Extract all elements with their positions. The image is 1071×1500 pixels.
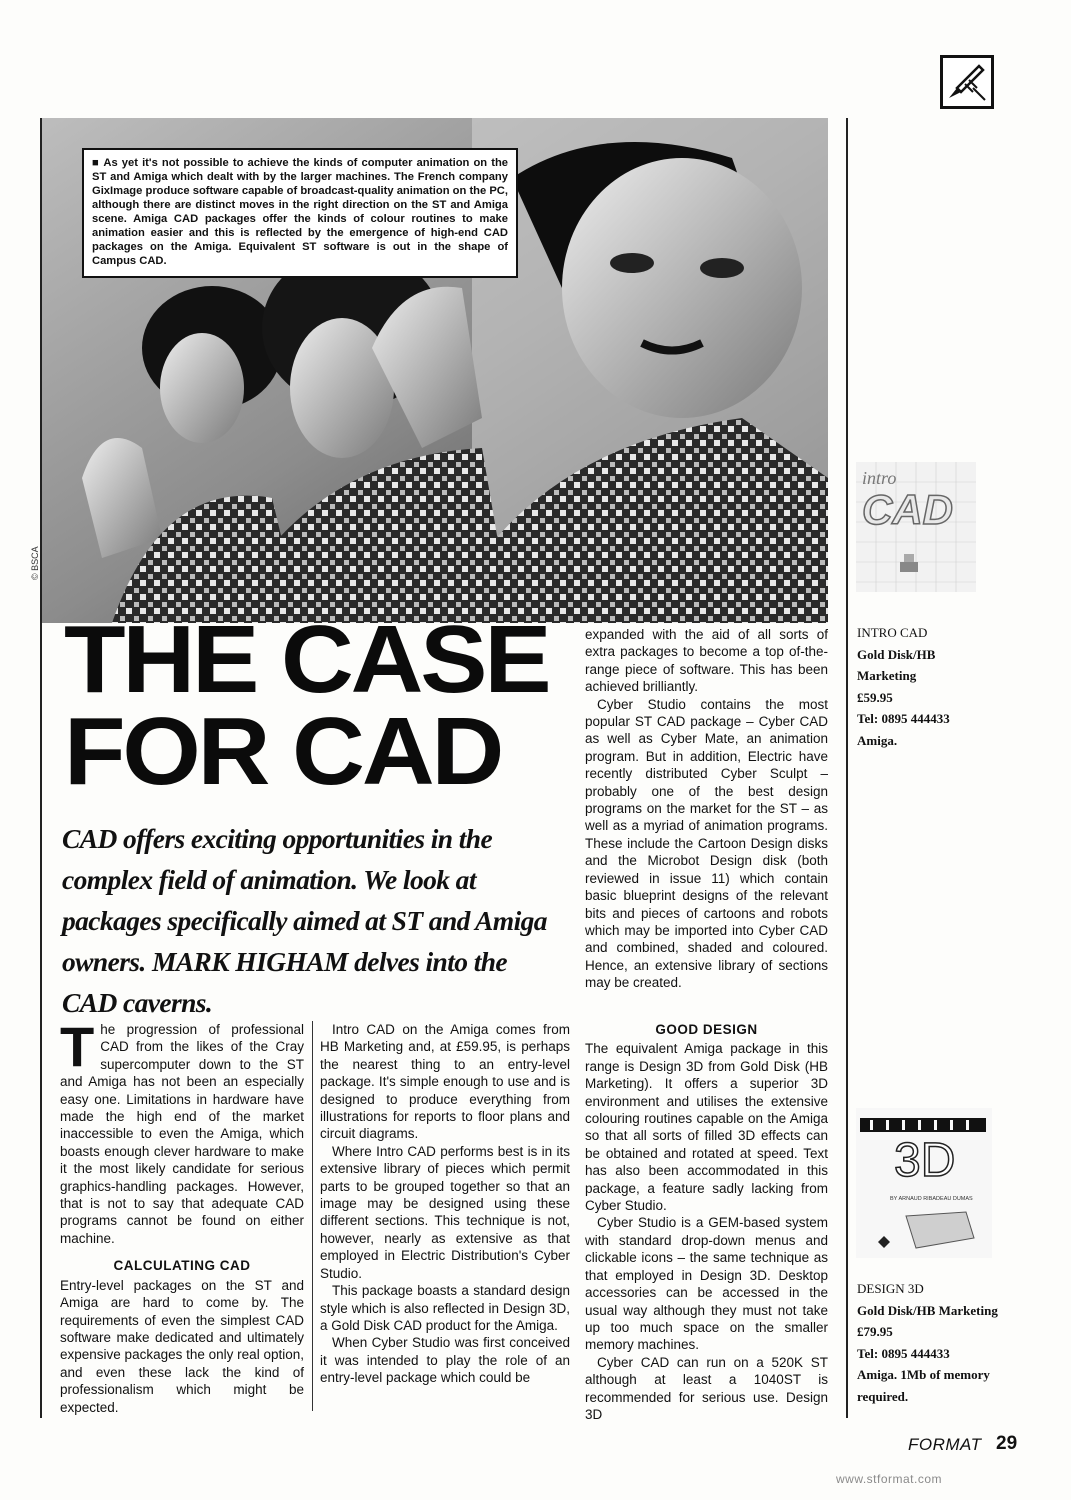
headline (64, 606, 589, 805)
page-number: 29 (996, 1433, 1018, 1454)
headline-line-2: FOR CAD (64, 698, 502, 805)
body-column-2 (320, 1021, 570, 1387)
intro-cad-info (857, 622, 950, 751)
svg-text:intro: intro (862, 468, 897, 488)
product-platform: Amiga. 1Mb of memory (857, 1367, 990, 1382)
svg-text:3D: 3D (894, 1134, 956, 1187)
product-name: INTRO CAD (857, 625, 928, 640)
product-platform: required. (857, 1388, 909, 1404)
photo-credit: © BSCA (30, 546, 40, 580)
image-caption: ■ As yet it's not possible to achieve the kinds of computer animation on the ST and Amiga which dealt with by the larger machines. The French company GixImage produce software capable of broadcast-quality animation on the PC, although there are distinct moves in the right direction on the ST and Amiga scene. Amiga CAD packages offer the kinds of colour routines to make animation easier and this is reflected by the emergence of high-end CAD packages on the Amiga. Equivalent ST software is out in the shape of Campus CAD. (82, 148, 518, 278)
subheading-good-design: GOOD DESIGN (655, 1022, 758, 1037)
paragraph: Cyber CAD can run on a 520K ST although at least a 1040ST is recommended for serious use. Design 3D (585, 1354, 828, 1422)
paragraph: Cyber Studio contains the most popular ST CAD package – Cyber CAD as well as Cyber Mate, an animation program. But in addition, Electric have recently distributed Cyber Sculpt – probably one of the best design programs on the market for the ST – as well as a myriad of animation programs. These include the Cartoon Design disks and the Microbot Design disk (both reviewed in issue 11) which contain basic blueprint designs of the relevant bits and pieces of cartoons and robots which may be imported into Cyber CAD and combined, shaded and coloured. Hence, an extensive library of sections may be created. (585, 696, 828, 991)
product-publisher: Marketing (857, 668, 917, 683)
drop-cap: T (60, 1015, 95, 1078)
paragraph: expanded with the aid of all sorts of extra packages to become a top of-the-range piece of software. This has been achieved brilliantly. (585, 627, 828, 695)
paragraph: This package boasts a standard design style which is also reflected in Design 3D, a Gold Disk CAD product for the Amiga. (320, 1283, 570, 1333)
design-3d-logo (856, 1108, 992, 1258)
section-pen-icon (940, 55, 994, 109)
svg-text:BY ARNAUD RIBADEAU DUMAS: BY ARNAUD RIBADEAU DUMAS (890, 1196, 973, 1202)
paragraph: Where Intro CAD performs best is in its extensive library of pieces which permit parts to be grouped together so that an image may be designed using these different sections. This technique is not, however, nearly as extensive as that employed in Electric Distribution's Cyber Studio. (320, 1143, 570, 1281)
paragraph: Intro CAD on the Amiga comes from HB Marketing and, at £59.95, is perhaps the nearest thing to an entry-level package. It's simple enough to use and is designed to produce everything from illustrations for reports to floor plans and circuit diagrams. (320, 1022, 570, 1142)
product-publisher: Gold Disk/HB (857, 646, 936, 662)
paragraph: The progression of professional CAD from the likes of the Cray supercomputer down to the ST and Amiga has not been an especially easy one. Limitations in hardware have made the high end of the market inaccessible to even the Amiga, which boasts enough clever hardware to make it the most likely candidate for serious graphics-handling packages. However, that is not to say that adequate CAD programs cannot be found on either machine. (60, 1015, 304, 1246)
product-publisher: Gold Disk/HB Marketing (857, 1302, 998, 1318)
intro-cad-logo (856, 462, 976, 592)
frame-line-right (846, 118, 848, 1418)
paragraph: Cyber Studio is a GEM-based system with standard drop-down menus and clickable icons – the same technique as that employed in Design 3D. Desktop accessories can be accessed in the usual way although they must not take up too much space on the smaller memory machines. (585, 1215, 828, 1353)
source-url[interactable]: www.stformat.com (836, 1472, 943, 1486)
standfirst: CAD offers exciting opportunities in the complex field of animation. We look at packages specifically aimed at ST and Amiga owners. MARK HIGHAM delves into the CAD caverns. (62, 823, 547, 1018)
headline-line-1: THE CASE (64, 606, 549, 713)
svg-text:CAD: CAD (862, 486, 953, 533)
design-3d-info (857, 1278, 998, 1407)
subheading-calculating-cad: CALCULATING CAD (113, 1258, 251, 1274)
body-column-1 (60, 1015, 304, 1416)
paragraph: Entry-level packages on the ST and Amiga are hard to come by. The requirements of even the simplest CAD software make dedicated and ultimately expensive packages the only real option, and even these lack the kind of professionalism which might be expected. (60, 1277, 304, 1415)
product-price: £59.95 (857, 689, 893, 705)
product-name: DESIGN 3D (857, 1281, 924, 1296)
magazine-name: FORMAT (908, 1435, 982, 1454)
body-column-3 (585, 626, 828, 992)
body-column-4 (585, 1021, 828, 1423)
product-price: £79.95 (857, 1324, 893, 1339)
column-divider (312, 1021, 313, 1411)
product-tel: Tel: 0895 444433 (857, 711, 950, 726)
product-platform: Amiga. (857, 732, 898, 748)
paragraph: The equivalent Amiga package in this range is Design 3D from Gold Disk (HB Marketing). It offers a superior 3D environment and utilises the extensive colouring routines capable on the Amiga so that all sorts of filled 3D effects can be obtained and rotated at speed. Text has also been accommodated in this package, a feature sadly lacking from Cyber Studio. (585, 1041, 828, 1214)
product-tel: Tel: 0895 444433 (857, 1345, 950, 1361)
paragraph: When Cyber Studio was first conceived it was intended to play the role of an entry-level package which could be (320, 1335, 570, 1386)
